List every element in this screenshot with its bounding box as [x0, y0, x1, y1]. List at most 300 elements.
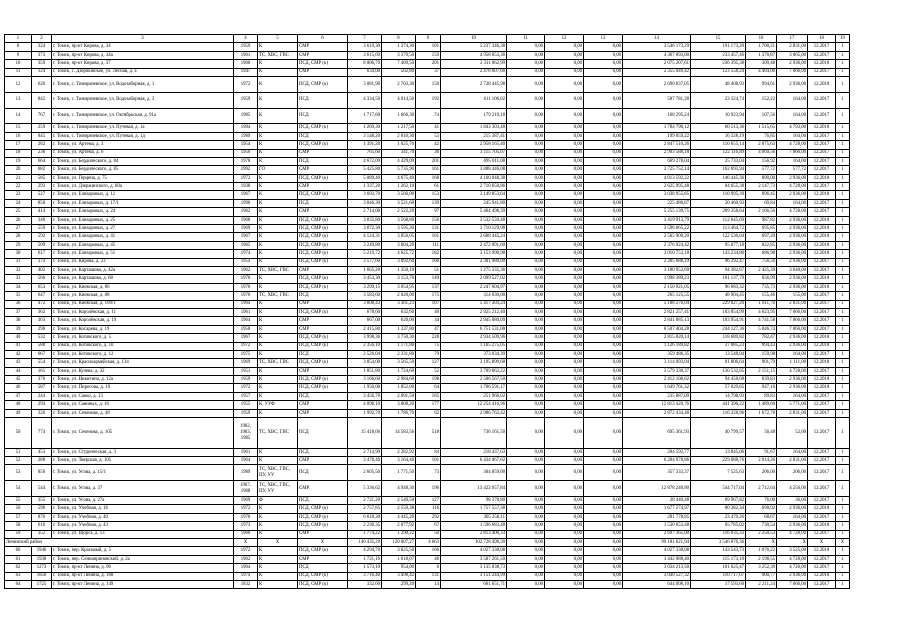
cell-fund-regional: 0,00 — [545, 457, 584, 465]
cell-year: 1976 — [234, 283, 258, 291]
table-row — [5, 124, 850, 132]
cell-flag: 1 — [836, 392, 850, 400]
cell-area-total: 2 356,10 — [348, 342, 382, 350]
cell-year: 1989 — [234, 132, 258, 140]
cell-area-total: 3 577,60 — [348, 258, 382, 266]
cell-deadline: 12.2017 — [808, 530, 836, 538]
table-row — [5, 457, 850, 465]
cell-cost-per-m2: 107,56 — [746, 108, 777, 124]
cell-fund-federal: 0,00 — [507, 157, 545, 165]
header-cell-deadline: 18 — [808, 35, 836, 43]
cell-num: 13 — [5, 92, 32, 108]
cell-cost-total: 2 925 212,40 — [441, 308, 507, 316]
cell-area-total: 4 098,10 — [348, 401, 382, 409]
cell-area-total: 2 757,85 — [348, 505, 382, 513]
cell-fund-other: 69 967,82 — [691, 496, 746, 504]
cell-fund-regional: 0,00 — [545, 538, 584, 546]
cell-area-living: 2 984,60 — [382, 376, 416, 384]
cell-fund-owners: 3 579 330,37 — [623, 367, 691, 375]
cell-cost-total: 1 706 591,17 — [441, 384, 507, 392]
table-row — [5, 233, 850, 241]
cell-fund-local: 0,00 — [584, 496, 623, 504]
cell-flag: 1 — [836, 522, 850, 530]
cell-fund-owners: 359 486,35 — [623, 350, 691, 358]
cell-work-type: ПСД — [298, 157, 348, 165]
cell-address: г. Томск, ул. Учебная, д. 43 — [52, 522, 234, 530]
cell-fund-regional: 0,00 — [545, 359, 584, 367]
cell-num: 29 — [5, 241, 32, 249]
cell-deadline: 12.2018 — [808, 334, 836, 342]
cell-fund-regional: 0,00 — [545, 68, 584, 76]
cell-residents: 52 — [416, 367, 441, 375]
cell-flag: 1 — [836, 572, 850, 580]
cell-cost-total: 215 387,41 — [441, 132, 507, 140]
cell-id: 647 — [32, 292, 52, 300]
cell-area-total: 140 435,29 — [348, 538, 382, 546]
cell-cost-per-m2: 2 014,26 — [746, 457, 777, 465]
cell-year: 1956 — [234, 149, 258, 157]
cell-fund-regional: 0,00 — [545, 275, 584, 283]
register-table — [4, 34, 850, 589]
cell-cost-limit: 2 831,00 — [777, 300, 808, 308]
cell-deadline: 12.2018 — [808, 60, 836, 68]
cell-systems: К — [258, 174, 298, 182]
cell-fund-regional: 0,00 — [545, 149, 584, 157]
cell-cost-total: 3 135 838,73 — [441, 564, 507, 572]
cell-area-total: 8 006,70 — [348, 60, 382, 68]
cell-cost-per-m2: 56,48 — [746, 418, 777, 449]
cell-area-total: 1 573,10 — [348, 564, 382, 572]
table-row — [5, 418, 850, 449]
cell-residents: 131 — [416, 225, 441, 233]
cell-fund-federal: 0,00 — [507, 300, 545, 308]
cell-deadline: 12.2018 — [808, 191, 836, 199]
cell-fund-other: 146 445,36 — [691, 174, 746, 182]
cell-address: г. Томск, ул. Усова, д. 15/1 — [52, 465, 234, 481]
table-row — [5, 308, 850, 316]
cell-systems: К — [258, 208, 298, 216]
cell-fund-local: 0,00 — [584, 572, 623, 580]
cell-residents: 61 — [416, 183, 441, 191]
cell-cost-total: 6 434 067,62 — [441, 457, 507, 465]
cell-id: 472 — [32, 300, 52, 308]
cell-address: г. Томск, ул. Щорса, д. 13 — [52, 530, 234, 538]
cell-cost-per-m2: 1 611,70 — [746, 300, 777, 308]
cell-deadline: 12.2017 — [808, 409, 836, 417]
cell-residents: 51 — [416, 266, 441, 274]
cell-fund-federal: 0,00 — [507, 496, 545, 504]
cell-work-type: ПСД, СМР (к) — [298, 60, 348, 68]
cell-work-type: ПСД, СМР (к) — [298, 233, 348, 241]
cell-area-living: 3 164,40 — [382, 457, 416, 465]
cell-area-total: 3 619,30 — [348, 43, 382, 51]
cell-residents: 139 — [416, 199, 441, 207]
cell-deadline: 12.2018 — [808, 216, 836, 224]
table-row — [5, 275, 850, 283]
cell-deadline: 12.2017 — [808, 448, 836, 456]
cell-cost-total: 2 945 080,09 — [441, 317, 507, 325]
cell-residents: 160 — [416, 258, 441, 266]
cell-fund-local: 0,00 — [584, 457, 623, 465]
cell-systems: К — [258, 199, 298, 207]
cell-area-living: 1 852,00 — [382, 384, 416, 392]
cell-area-living: 1 337,80 — [382, 325, 416, 333]
cell-cost-per-m2: 896,45 — [746, 191, 777, 199]
cell-fund-local: 0,00 — [584, 166, 623, 174]
cell-deadline: 12.2017 — [808, 43, 836, 51]
cell-area-total: 3 998,36 — [348, 334, 382, 342]
cell-fund-local: 0,00 — [584, 392, 623, 400]
cell-flag: 1 — [836, 166, 850, 174]
cell-systems: К — [258, 392, 298, 400]
cell-id: 653 — [32, 283, 52, 291]
cell-cost-limit: 7 066,00 — [777, 317, 808, 325]
cell-year: 1967 — [234, 233, 258, 241]
cell-work-type: ПСД, СМР (к) — [298, 547, 348, 555]
cell-cost-per-m2: 3 252,39 — [746, 564, 777, 572]
cell-address: г. Томск, с. Дзержинское, ул. Лесная, д. 4 — [52, 68, 234, 76]
cell-cost-per-m2: 1 376,87 — [746, 51, 777, 59]
cell-fund-other: 122 536,04 — [691, 233, 746, 241]
cell-cost-per-m2: 695,85 — [746, 225, 777, 233]
cell-deadline: 12.2017 — [808, 183, 836, 191]
cell-fund-regional: 0,00 — [545, 350, 584, 358]
cell-fund-regional: 0,00 — [545, 505, 584, 513]
cell-num: 18 — [5, 149, 32, 157]
cell-fund-federal: 0,00 — [507, 409, 545, 417]
cell-work-type: СМР — [298, 68, 348, 76]
cell-fund-federal: 0,00 — [507, 481, 545, 497]
cell-fund-other: 13 845,06 — [691, 448, 746, 456]
cell-fund-regional: 0,00 — [545, 342, 584, 350]
cell-year: 1964 — [234, 317, 258, 325]
cell-year: 1959 — [234, 409, 258, 417]
cell-flag: 1 — [836, 250, 850, 258]
cell-deadline: 12.2018 — [808, 342, 836, 350]
cell-year: 1974 — [234, 572, 258, 580]
cell-fund-regional: 0,00 — [545, 376, 584, 384]
cell-address: г. Томск, ул. Королёвская, д. 11 — [52, 308, 234, 316]
cell-work-type: СМР — [298, 266, 348, 274]
cell-systems: К — [258, 530, 298, 538]
cell-residents: 48 — [416, 555, 441, 563]
cell-flag: 1 — [836, 174, 850, 182]
cell-fund-federal: 0,00 — [507, 250, 545, 258]
cell-area-living: 3 566,00 — [382, 191, 416, 199]
cell-address: г. Томск, ул. Дзержинского, д. 60а — [52, 183, 234, 191]
cell-residents: 73 — [416, 465, 441, 481]
cell-year: 1972 — [234, 342, 258, 350]
cell-systems: Ф — [258, 496, 298, 504]
cell-work-type: ПСД, СМР (к) — [298, 572, 348, 580]
header-cell-num: 1 — [5, 35, 32, 43]
cell-flag: 1 — [836, 225, 850, 233]
cell-year: 1990 — [234, 199, 258, 207]
cell-area-living: 1 171,80 — [382, 342, 416, 350]
cell-work-type: ПСД — [298, 465, 348, 481]
cell-fund-local: 0,00 — [584, 275, 623, 283]
cell-fund-regional: 0,00 — [545, 51, 584, 59]
cell-fund-federal: 0,00 — [507, 457, 545, 465]
cell-year: 1973 — [234, 522, 258, 530]
cell-fund-owners: 99 181 621,94 — [623, 538, 691, 546]
cell-fund-other: 115 173,10 — [691, 555, 746, 563]
cell-cost-per-m2: 1 489,60 — [746, 401, 777, 409]
cell-fund-other: 233 457,46 — [691, 51, 746, 59]
cell-area-living: 3 808,20 — [382, 401, 416, 409]
cell-flag: 1 — [836, 43, 850, 51]
cell-fund-other: 143 543,73 — [691, 547, 746, 555]
cell-address: г. Томск, с. Тимирязевское, ул. Водозаборная, д. 1 — [52, 76, 234, 92]
cell-flag: 1 — [836, 292, 850, 300]
cell-flag: 1 — [836, 448, 850, 456]
cell-fund-owners: 2 075 207,61 — [623, 60, 691, 68]
cell-fund-local: 0,00 — [584, 258, 623, 266]
cell-fund-regional: 0,00 — [545, 522, 584, 530]
cell-fund-regional: 0,00 — [545, 92, 584, 108]
cell-year: 1989 — [234, 465, 258, 481]
cell-num: 14 — [5, 108, 32, 124]
cell-systems: ТС, ХВС, ГВС — [258, 359, 298, 367]
cell-fund-federal: 0,00 — [507, 367, 545, 375]
cell-residents: 156 — [416, 216, 441, 224]
cell-num: 42 — [5, 350, 32, 358]
cell-fund-federal: 0,00 — [507, 350, 545, 358]
cell-fund-federal: 0,00 — [507, 376, 545, 384]
cell-fund-local: 0,00 — [584, 68, 623, 76]
cell-id: 1938 — [32, 555, 52, 563]
cell-year: 1972 — [234, 76, 258, 92]
cell-address: г. Томск, ул. Елизаровых, д. 41 — [52, 233, 234, 241]
cell-deadline: 12.2017 — [808, 266, 836, 274]
table-row — [5, 92, 850, 108]
cell-cost-per-m2: 656,99 — [746, 275, 777, 283]
cell-fund-regional: 0,00 — [545, 108, 584, 124]
cell-fund-owners: 2 993 588,18 — [623, 149, 691, 157]
cell-systems: К — [258, 258, 298, 266]
cell-year: 1969 — [234, 359, 258, 367]
cell-cost-total: 12 254 416,96 — [441, 401, 507, 409]
cell-address: г. Томск, ул. Котовского, д. 10 — [52, 342, 234, 350]
cell-area-living: 1 374,30 — [382, 43, 416, 51]
cell-address: г. Томск, ул. Киевская, д. 109/1 — [52, 300, 234, 308]
cell-cost-total: 251 966,02 — [441, 392, 507, 400]
cell-fund-other: 60 513,36 — [691, 124, 746, 132]
cell-fund-federal: 0,00 — [507, 60, 545, 68]
cell-systems: К — [258, 43, 298, 51]
table-row — [5, 481, 850, 497]
cell-deadline: 12.2018 — [808, 572, 836, 580]
cell-area-total: 5 336,62 — [348, 481, 382, 497]
table-row — [5, 216, 850, 224]
cell-cost-total: 661 651,71 — [441, 580, 507, 588]
cell-id: 626 — [32, 76, 52, 92]
cell-area-total: 1 717,60 — [348, 108, 382, 124]
cell-cost-per-m2: 2 712,64 — [746, 481, 777, 497]
cell-fund-other: 80 382,34 — [691, 505, 746, 513]
cell-area-living: 120 007,27 — [382, 538, 416, 546]
cell-cost-limit: 2 831,00 — [777, 43, 808, 51]
table-row — [5, 359, 850, 367]
cell-area-living: 2 077,92 — [382, 522, 416, 530]
cell-num: 44 — [5, 367, 32, 375]
cell-deadline: 12.2018 — [808, 76, 836, 92]
cell-cost-limit: 2 936,00 — [777, 241, 808, 249]
cell-address: г. Томск, пер. Краснаый, д. 5 — [52, 547, 234, 555]
cell-fund-owners: 3 114 093,04 — [623, 359, 691, 367]
cell-deadline: 12.2017 — [808, 157, 836, 165]
cell-area-total: 1 950,00 — [348, 384, 382, 392]
cell-address: г. Томск, пр-кт Ленина, д. 168 — [52, 572, 234, 580]
cell-cost-total: 2 506 567,50 — [441, 376, 507, 384]
table-row — [5, 530, 850, 538]
cell-address: г. Томск, ул. Красноармейская, д. 134 — [52, 359, 234, 367]
cell-cost-per-m2: 5 046,74 — [746, 325, 777, 333]
cell-residents: 196 — [416, 481, 441, 497]
cell-fund-owners: 168 295,24 — [623, 108, 691, 124]
cell-id: 376 — [32, 376, 52, 384]
cell-residents: 292 — [416, 513, 441, 521]
cell-num: 40 — [5, 334, 32, 342]
cell-id: 1725 — [32, 580, 52, 588]
cell-residents: 175 — [416, 292, 441, 300]
cell-area-living: 2 020,00 — [382, 292, 416, 300]
cell-num: 33 — [5, 275, 32, 283]
cell-address: г. Томск, ул. Пирогова, д. 19 — [52, 384, 234, 392]
cell-cost-total: 695 011,08 — [441, 157, 507, 165]
cell-systems: X — [258, 538, 298, 546]
cell-fund-owners: 12 878 240,80 — [623, 481, 691, 497]
cell-fund-owners: 4 013 592,22 — [623, 174, 691, 182]
cell-num: 55 — [5, 496, 32, 504]
cell-fund-regional: 0,00 — [545, 564, 584, 572]
cell-fund-owners: 4 027 338,08 — [623, 547, 691, 555]
cell-address: г. Томск, с. Тимирязевское, ул. Путевая, д. 1а — [52, 124, 234, 132]
cell-cost-total: 2 986 763,42 — [441, 409, 507, 417]
table-row — [5, 43, 850, 51]
cell-flag: 1 — [836, 199, 850, 207]
cell-cost-limit: 3 065,00 — [777, 51, 808, 59]
cell-num: 28 — [5, 233, 32, 241]
cell-systems: К — [258, 300, 298, 308]
cell-flag: 1 — [836, 233, 850, 241]
cell-year: 1964 — [234, 564, 258, 572]
cell-fund-federal: 0,00 — [507, 401, 545, 409]
cell-cost-per-m2: 890,00 — [746, 174, 777, 182]
cell-work-type: СМР — [298, 51, 348, 59]
cell-flag: 1 — [836, 300, 850, 308]
cell-systems: К — [258, 233, 298, 241]
cell-num: 30 — [5, 250, 32, 258]
header-cell-area-total: 7 — [348, 35, 382, 43]
table-row — [5, 342, 850, 350]
cell-systems: К — [258, 457, 298, 465]
cell-cost-per-m2: 2 166,56 — [746, 208, 777, 216]
cell-cost-limit: 577,72 — [777, 166, 808, 174]
cell-fund-owners: 2 872 434,46 — [623, 409, 691, 417]
cell-cost-per-m2: 697,20 — [746, 233, 777, 241]
cell-fund-federal: 0,00 — [507, 216, 545, 224]
cell-fund-local: 0,00 — [584, 300, 623, 308]
cell-cost-total: 1 596 683,48 — [441, 522, 507, 530]
cell-num: 22 — [5, 183, 32, 191]
cell-area-living: 1 262,10 — [382, 183, 416, 191]
cell-cost-per-m2: 577,72 — [746, 166, 777, 174]
cell-fund-owners: 12 813 420,76 — [623, 401, 691, 409]
cell-num: 59 — [5, 530, 32, 538]
cell-fund-federal: 0,00 — [507, 538, 545, 546]
cell-fund-regional: 0,00 — [545, 60, 584, 68]
cell-year: 1970 — [234, 513, 258, 521]
cell-fund-federal: 0,00 — [507, 292, 545, 300]
cell-residents: 37 — [416, 68, 441, 76]
cell-cost-total: 305 258,11 — [441, 513, 507, 521]
cell-num: 63 — [5, 572, 32, 580]
cell-year: 1960 — [234, 60, 258, 68]
cell-fund-other: 162 693,94 — [691, 166, 746, 174]
cell-systems: К — [258, 92, 298, 108]
cell-cost-total: 2 472 091,60 — [441, 241, 507, 249]
cell-fund-other: 110 717,67 — [691, 572, 746, 580]
cell-area-total: 3 166,60 — [348, 376, 382, 384]
cell-num: 25 — [5, 208, 32, 216]
cell-cost-per-m2: 730,54 — [746, 522, 777, 530]
cell-fund-owners: 1 649 761,32 — [623, 384, 691, 392]
cell-fund-owners: 265 125,55 — [623, 292, 691, 300]
cell-area-living: 3 521,60 — [382, 199, 416, 207]
cell-year: 1961 — [234, 51, 258, 59]
cell-fund-regional: 0,00 — [545, 409, 584, 417]
district-name-cell: Ленинский район — [5, 538, 234, 546]
cell-fund-regional: 0,00 — [545, 367, 584, 375]
cell-num: 47 — [5, 392, 32, 400]
cell-residents: 47 — [416, 325, 441, 333]
cell-flag: 1 — [836, 124, 850, 132]
cell-fund-other: 94 382,67 — [691, 266, 746, 274]
cell-cost-per-m2: 2 151,15 — [746, 367, 777, 375]
cell-fund-regional: 0,00 — [545, 580, 584, 588]
cell-area-living: 2 891,50 — [382, 392, 416, 400]
cell-deadline: 12.2017 — [808, 555, 836, 563]
cell-area-living: 1 618,07 — [382, 555, 416, 563]
cell-num: 26 — [5, 216, 32, 224]
cell-cost-per-m2: 1 672,78 — [746, 409, 777, 417]
cell-cost-total: 2 099 527,02 — [441, 275, 507, 283]
cell-num: 51 — [5, 448, 32, 456]
table-row — [5, 174, 850, 182]
cell-fund-other: 94 458,68 — [691, 376, 746, 384]
cell-fund-federal: 0,00 — [507, 149, 545, 157]
cell-work-type: ПСД — [298, 418, 348, 449]
cell-flag: 1 — [836, 141, 850, 149]
cell-fund-regional: 0,00 — [545, 191, 584, 199]
cell-systems: К, УУФ — [258, 401, 298, 409]
cell-address: г. Томск, ул. Усова, д. 27а — [52, 496, 234, 504]
header-cell-fund-federal: 11 — [507, 35, 545, 43]
cell-systems: К — [258, 376, 298, 384]
cell-cost-total: 3 115 705,07 — [441, 149, 507, 157]
cell-flag: 1 — [836, 496, 850, 504]
cell-fund-other: 13 548,04 — [691, 350, 746, 358]
cell-work-type: ПСД, СМР (к) — [298, 275, 348, 283]
cell-fund-local: 0,00 — [584, 505, 623, 513]
district-subtotal-row — [5, 538, 850, 546]
cell-id: 355 — [32, 496, 52, 504]
cell-fund-federal: 0,00 — [507, 174, 545, 182]
cell-flag: 1 — [836, 317, 850, 325]
cell-cost-limit: 7 066,00 — [777, 580, 808, 588]
cell-fund-local: 0,00 — [584, 547, 623, 555]
